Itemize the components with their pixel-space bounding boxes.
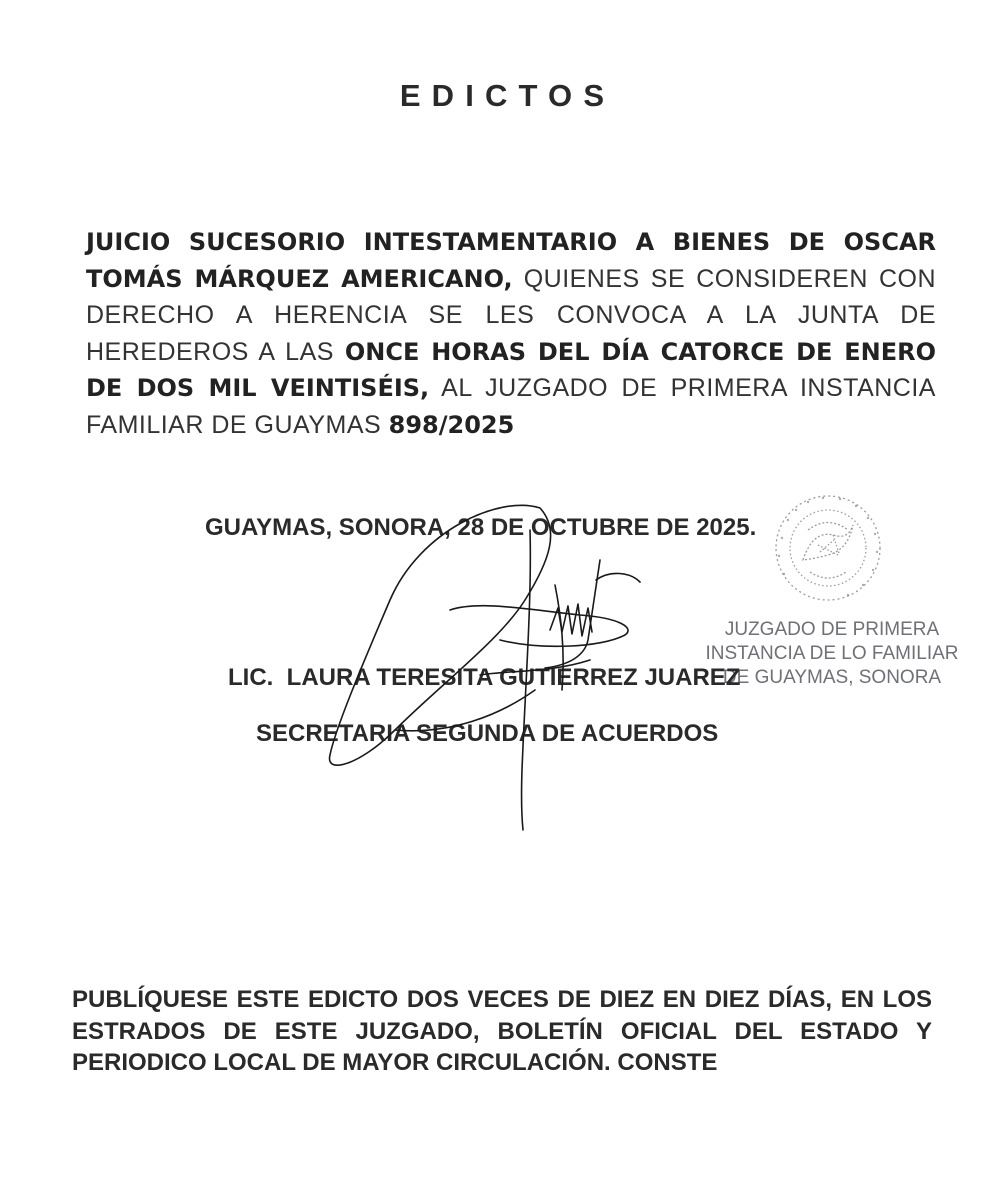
document-title: EDICTOS [399,78,616,113]
court-stamp [702,618,962,690]
case-number: 898/2025 [388,410,515,439]
convocation-text: QUIENES SE CONSIDEREN CON DERECHO A HERENCIA SE LES CONVOCA A LA JUNTA DE HEREDEROS A LAS [86,264,936,366]
place-date: GUAYMAS, SONORA, 28 DE OCTUBRE DE 2025. [205,514,757,541]
signer-title: SECRETARIA SEGUNDA DE ACUERDOS [256,720,719,747]
case-subject: JUICIO SUCESORIO INTESTAMENTARIO A BIENES DE OSCAR TOMÁS MÁRQUEZ AMERICANO, [86,228,936,293]
hearing-date: ONCE HORAS DEL DÍA CATORCE DE ENERO DE DOS MIL VEINTISÉIS, [86,337,936,402]
court-seal-icon [748,490,898,620]
court-text: AL JUZGADO DE PRIMERA INSTANCIA FAMILIAR DE GUAYMAS [86,374,936,439]
signer-name: LIC. LAURA TERESITA GUTIERREZ JUAREZ [228,664,741,691]
stamp-line: INSTANCIA DE LO FAMILIAR [705,643,959,664]
stamp-line: JUZGADO DE PRIMERA [724,619,940,640]
edict-body [86,224,936,443]
stamp-line: DE GUAYMAS, SONORA [722,667,942,688]
publication-notice: PUBLÍQUESE ESTE EDICTO DOS VECES DE DIEZ EN DIEZ DÍAS, EN LOS ESTRADOS DE ESTE JUZGADO, BOLETÍN OFICIAL DEL ESTADO Y PERIODICO LOCAL DE MAYOR CIRCULACIÓN. CONSTE [72,986,932,1076]
